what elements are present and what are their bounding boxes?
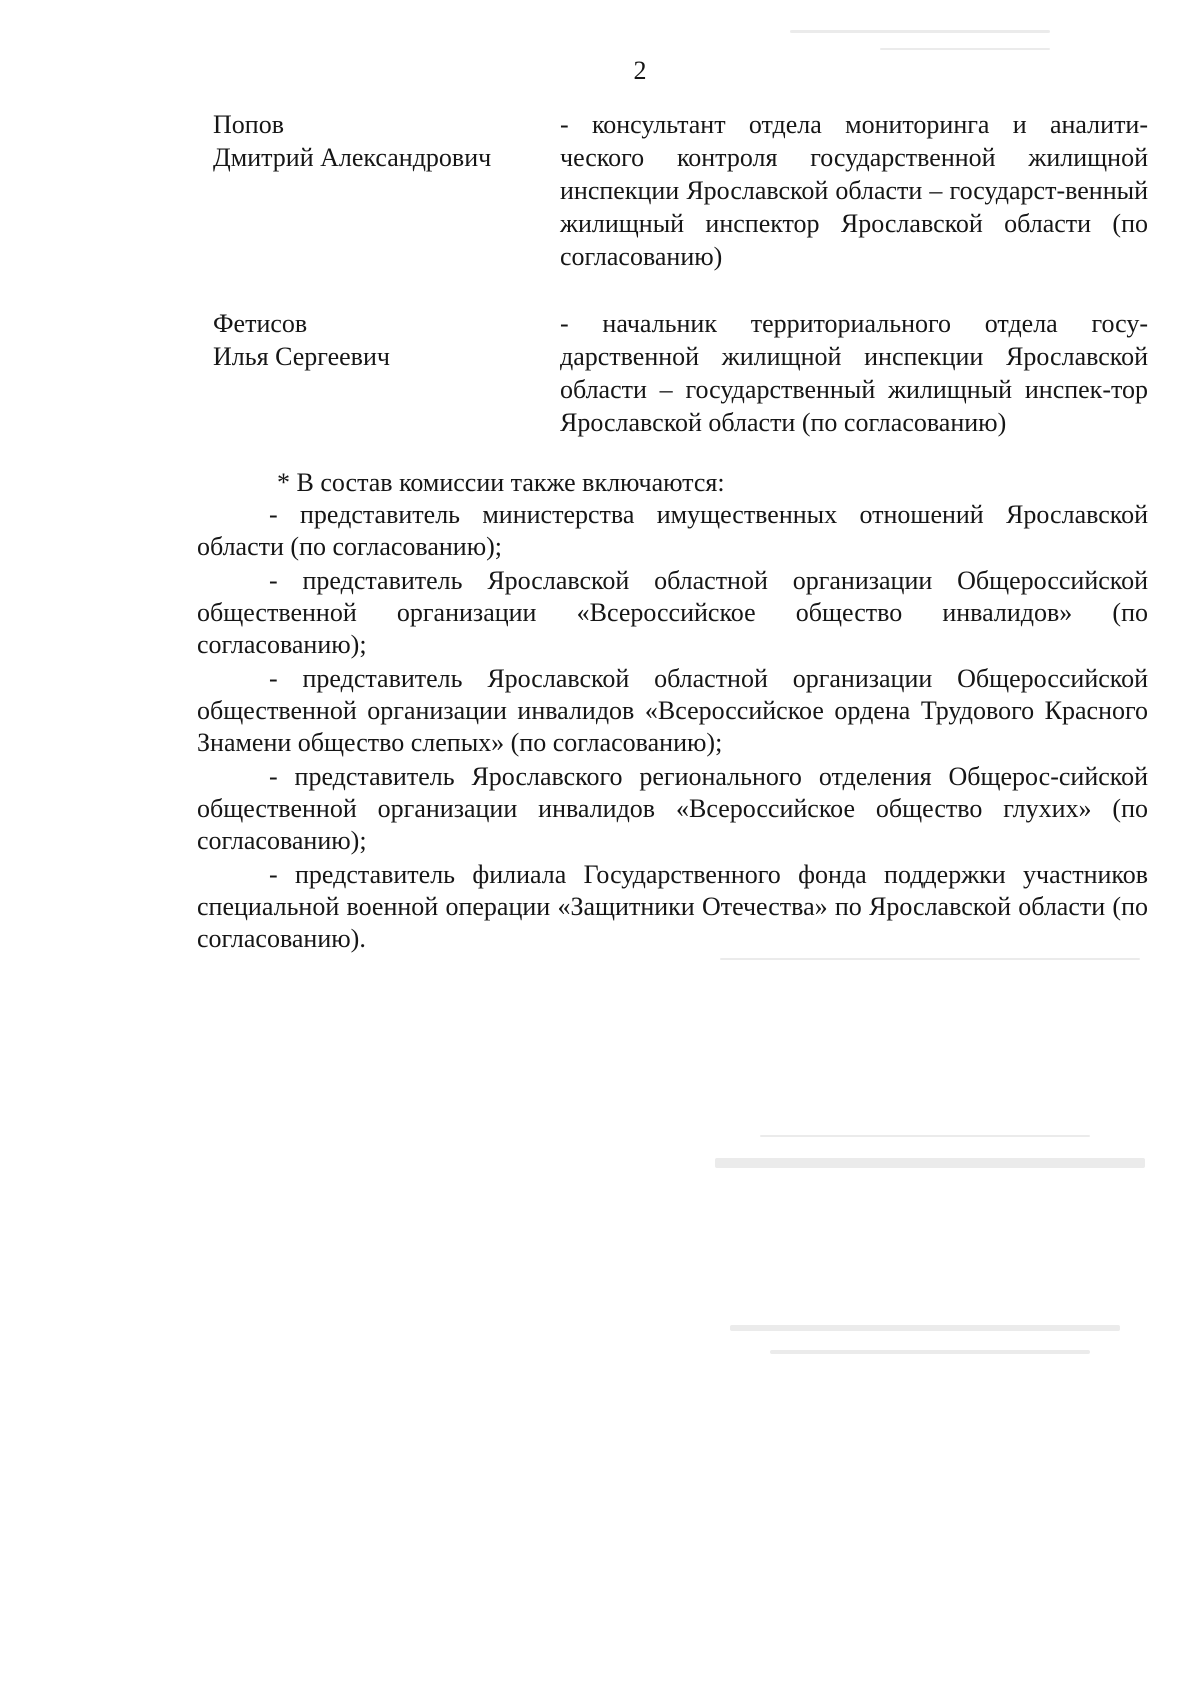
- note-item: - представитель филиала Государственного фонда поддержки участников специальной военной операции «Защитники Отечества» по Ярославской области (по согласованию).: [197, 860, 1148, 953]
- scan-artifact: [790, 30, 1050, 33]
- member-given-names: Дмитрий Александрович: [213, 143, 492, 172]
- scan-artifact: [880, 48, 1050, 50]
- commission-note: [197, 467, 1148, 957]
- scan-artifact: [715, 1158, 1145, 1168]
- note-item: - представитель Ярославской областной организации Общероссийской общественной организации «Всероссийское общество инвалидов» (по согласованию);: [197, 566, 1148, 659]
- member-role: - начальник территориального отдела госу-дарственной жилищной инспекции Ярославской области – государственный жилищный инспек-тор Ярославской области (по согласованию): [560, 309, 1148, 437]
- page-number: 2: [633, 56, 647, 85]
- member-entry: [213, 307, 1148, 439]
- note-list: [197, 499, 1148, 955]
- member-surname: Фетисов: [213, 309, 308, 338]
- scan-artifact: [760, 1135, 1090, 1137]
- member-name: [213, 108, 560, 174]
- note-item: - представитель Ярославского регионального отделения Общерос-сийской общественной организации инвалидов «Всероссийское общество глухих» (по согласованию);: [197, 762, 1148, 855]
- scan-artifact: [730, 1325, 1120, 1331]
- note-intro: * В состав комиссии также включаются:: [277, 468, 725, 497]
- member-given-names: Илья Сергеевич: [213, 342, 390, 371]
- note-item: - представитель Ярославской областной организации Общероссийской общественной организации инвалидов «Всероссийское ордена Трудового Красного Знамени общество слепых» (по согласованию);: [197, 664, 1148, 757]
- scan-artifact: [770, 1350, 1090, 1354]
- note-item: - представитель министерства имущественных отношений Ярославской области (по согласованию);: [197, 500, 1148, 561]
- member-entry: [213, 108, 1148, 273]
- member-role: - консультант отдела мониторинга и аналити-ческого контроля государственной жилищной инспекции Ярославской области – государст-венный жилищный инспектор Ярославской области (по согласованию): [560, 110, 1148, 271]
- member-surname: Попов: [213, 110, 284, 139]
- commission-member-list: [213, 108, 1148, 473]
- scan-artifact: [720, 958, 1140, 960]
- member-name: [213, 307, 560, 373]
